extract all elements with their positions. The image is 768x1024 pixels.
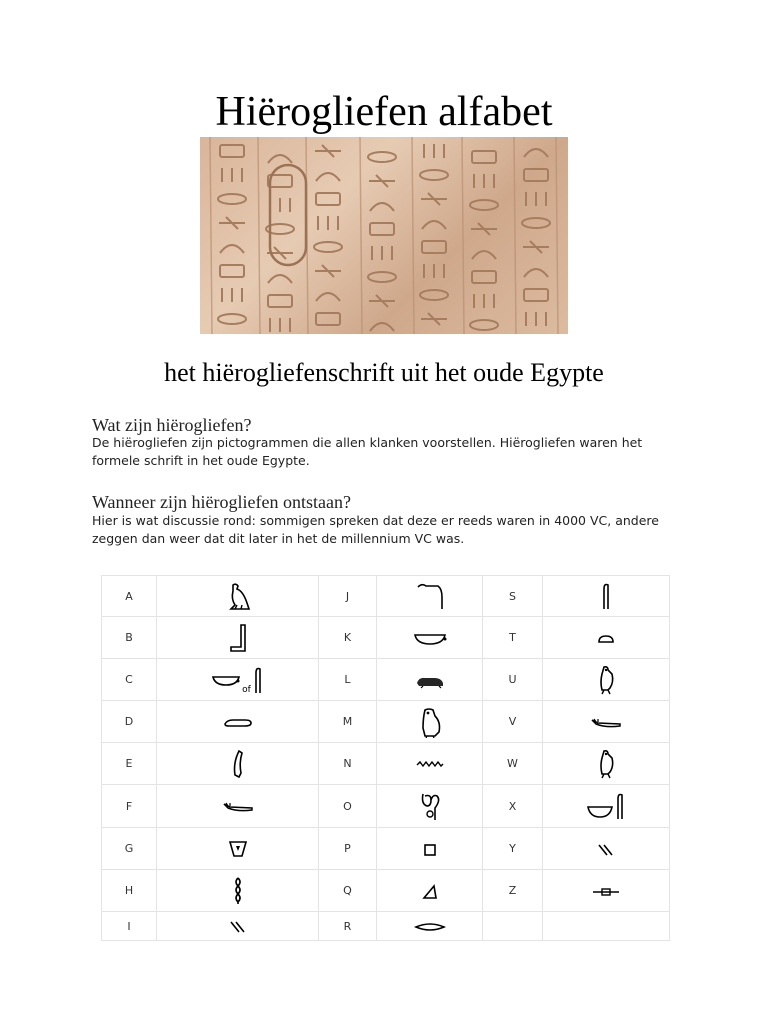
mouth-icon — [377, 912, 483, 941]
alphabet-letter: J — [319, 576, 377, 617]
hand-icon — [157, 701, 319, 743]
alphabet-letter: M — [319, 701, 377, 743]
jar-stand-icon — [157, 828, 319, 870]
water-icon — [377, 743, 483, 785]
bread-loaf-icon — [543, 617, 670, 659]
twisted-flax-icon — [157, 870, 319, 912]
lion-icon — [377, 659, 483, 701]
stone-carving-graphic — [200, 137, 568, 334]
basket-or-folded-cloth-icon — [157, 659, 319, 701]
alphabet-letter: T — [483, 617, 543, 659]
section-heading-what: Wat zijn hiërogliefen? — [92, 415, 252, 435]
alphabet-row — [102, 828, 670, 870]
alphabet-letter: R — [319, 912, 377, 941]
lasso-icon — [377, 785, 483, 828]
double-reed-icon — [543, 828, 670, 870]
alphabet-row — [102, 743, 670, 785]
vulture-icon — [157, 576, 319, 617]
alphabet-letter: S — [483, 576, 543, 617]
cobra-icon — [377, 576, 483, 617]
alphabet-letter: L — [319, 659, 377, 701]
alphabet-row — [102, 912, 670, 941]
alphabet-letter: H — [102, 870, 157, 912]
alphabet-letter: W — [483, 743, 543, 785]
alphabet-letter: K — [319, 617, 377, 659]
alphabet-letter — [483, 912, 543, 941]
basket-and-cloth-icon — [543, 785, 670, 828]
alphabet-letter: N — [319, 743, 377, 785]
hill-slope-icon — [377, 870, 483, 912]
horned-viper-icon — [157, 785, 319, 828]
alphabet-letter: Z — [483, 870, 543, 912]
owl-icon — [377, 701, 483, 743]
alphabet-row — [102, 617, 670, 659]
reed-leaf-icon — [157, 743, 319, 785]
quail-chick-icon — [543, 659, 670, 701]
alphabet-letter: X — [483, 785, 543, 828]
alphabet-letter: B — [102, 617, 157, 659]
section-text-when: Hier is wat discussie rond: sommigen spreken dat deze er reeds waren in 4000 VC, andere zeggen dan weer dat dit later in het de millennium VC was. — [92, 513, 659, 546]
connector-word: of — [242, 684, 251, 695]
alphabet-letter: D — [102, 701, 157, 743]
alphabet-letter: G — [102, 828, 157, 870]
alphabet-row — [102, 785, 670, 828]
folded-cloth-icon — [543, 576, 670, 617]
foot-icon — [157, 617, 319, 659]
alphabet-letter: I — [102, 912, 157, 941]
alphabet-letter: P — [319, 828, 377, 870]
door-bolt-icon — [543, 870, 670, 912]
alphabet-letter: C — [102, 659, 157, 701]
stool-icon — [377, 828, 483, 870]
alphabet-row — [102, 701, 670, 743]
alphabet-letter: Y — [483, 828, 543, 870]
double-reed-icon — [157, 912, 319, 941]
alphabet-letter: V — [483, 701, 543, 743]
horned-viper-icon — [543, 701, 670, 743]
alphabet-row — [102, 659, 670, 701]
quail-chick-icon — [543, 743, 670, 785]
alphabet-letter: U — [483, 659, 543, 701]
alphabet-row — [102, 576, 670, 617]
alphabet-letter: A — [102, 576, 157, 617]
page-subtitle: het hiërogliefenschrift uit het oude Egypte — [164, 358, 604, 387]
alphabet-letter: F — [102, 785, 157, 828]
section-heading-when: Wanneer zijn hiërogliefen ontstaan? — [92, 492, 351, 512]
section-text-what: De hiërogliefen zijn pictogrammen die allen klanken voorstellen. Hiërogliefen waren het formele schrift in het oude Egypte. — [92, 435, 643, 468]
alphabet-row — [102, 870, 670, 912]
basket-icon — [377, 617, 483, 659]
hieroglyph-alphabet-table — [101, 575, 670, 941]
alphabet-letter: E — [102, 743, 157, 785]
hieroglyph-wall-photo — [200, 137, 568, 334]
page-title: Hiërogliefen alfabet — [215, 89, 553, 135]
empty-cell — [543, 912, 670, 941]
alphabet-letter: O — [319, 785, 377, 828]
alphabet-letter: Q — [319, 870, 377, 912]
